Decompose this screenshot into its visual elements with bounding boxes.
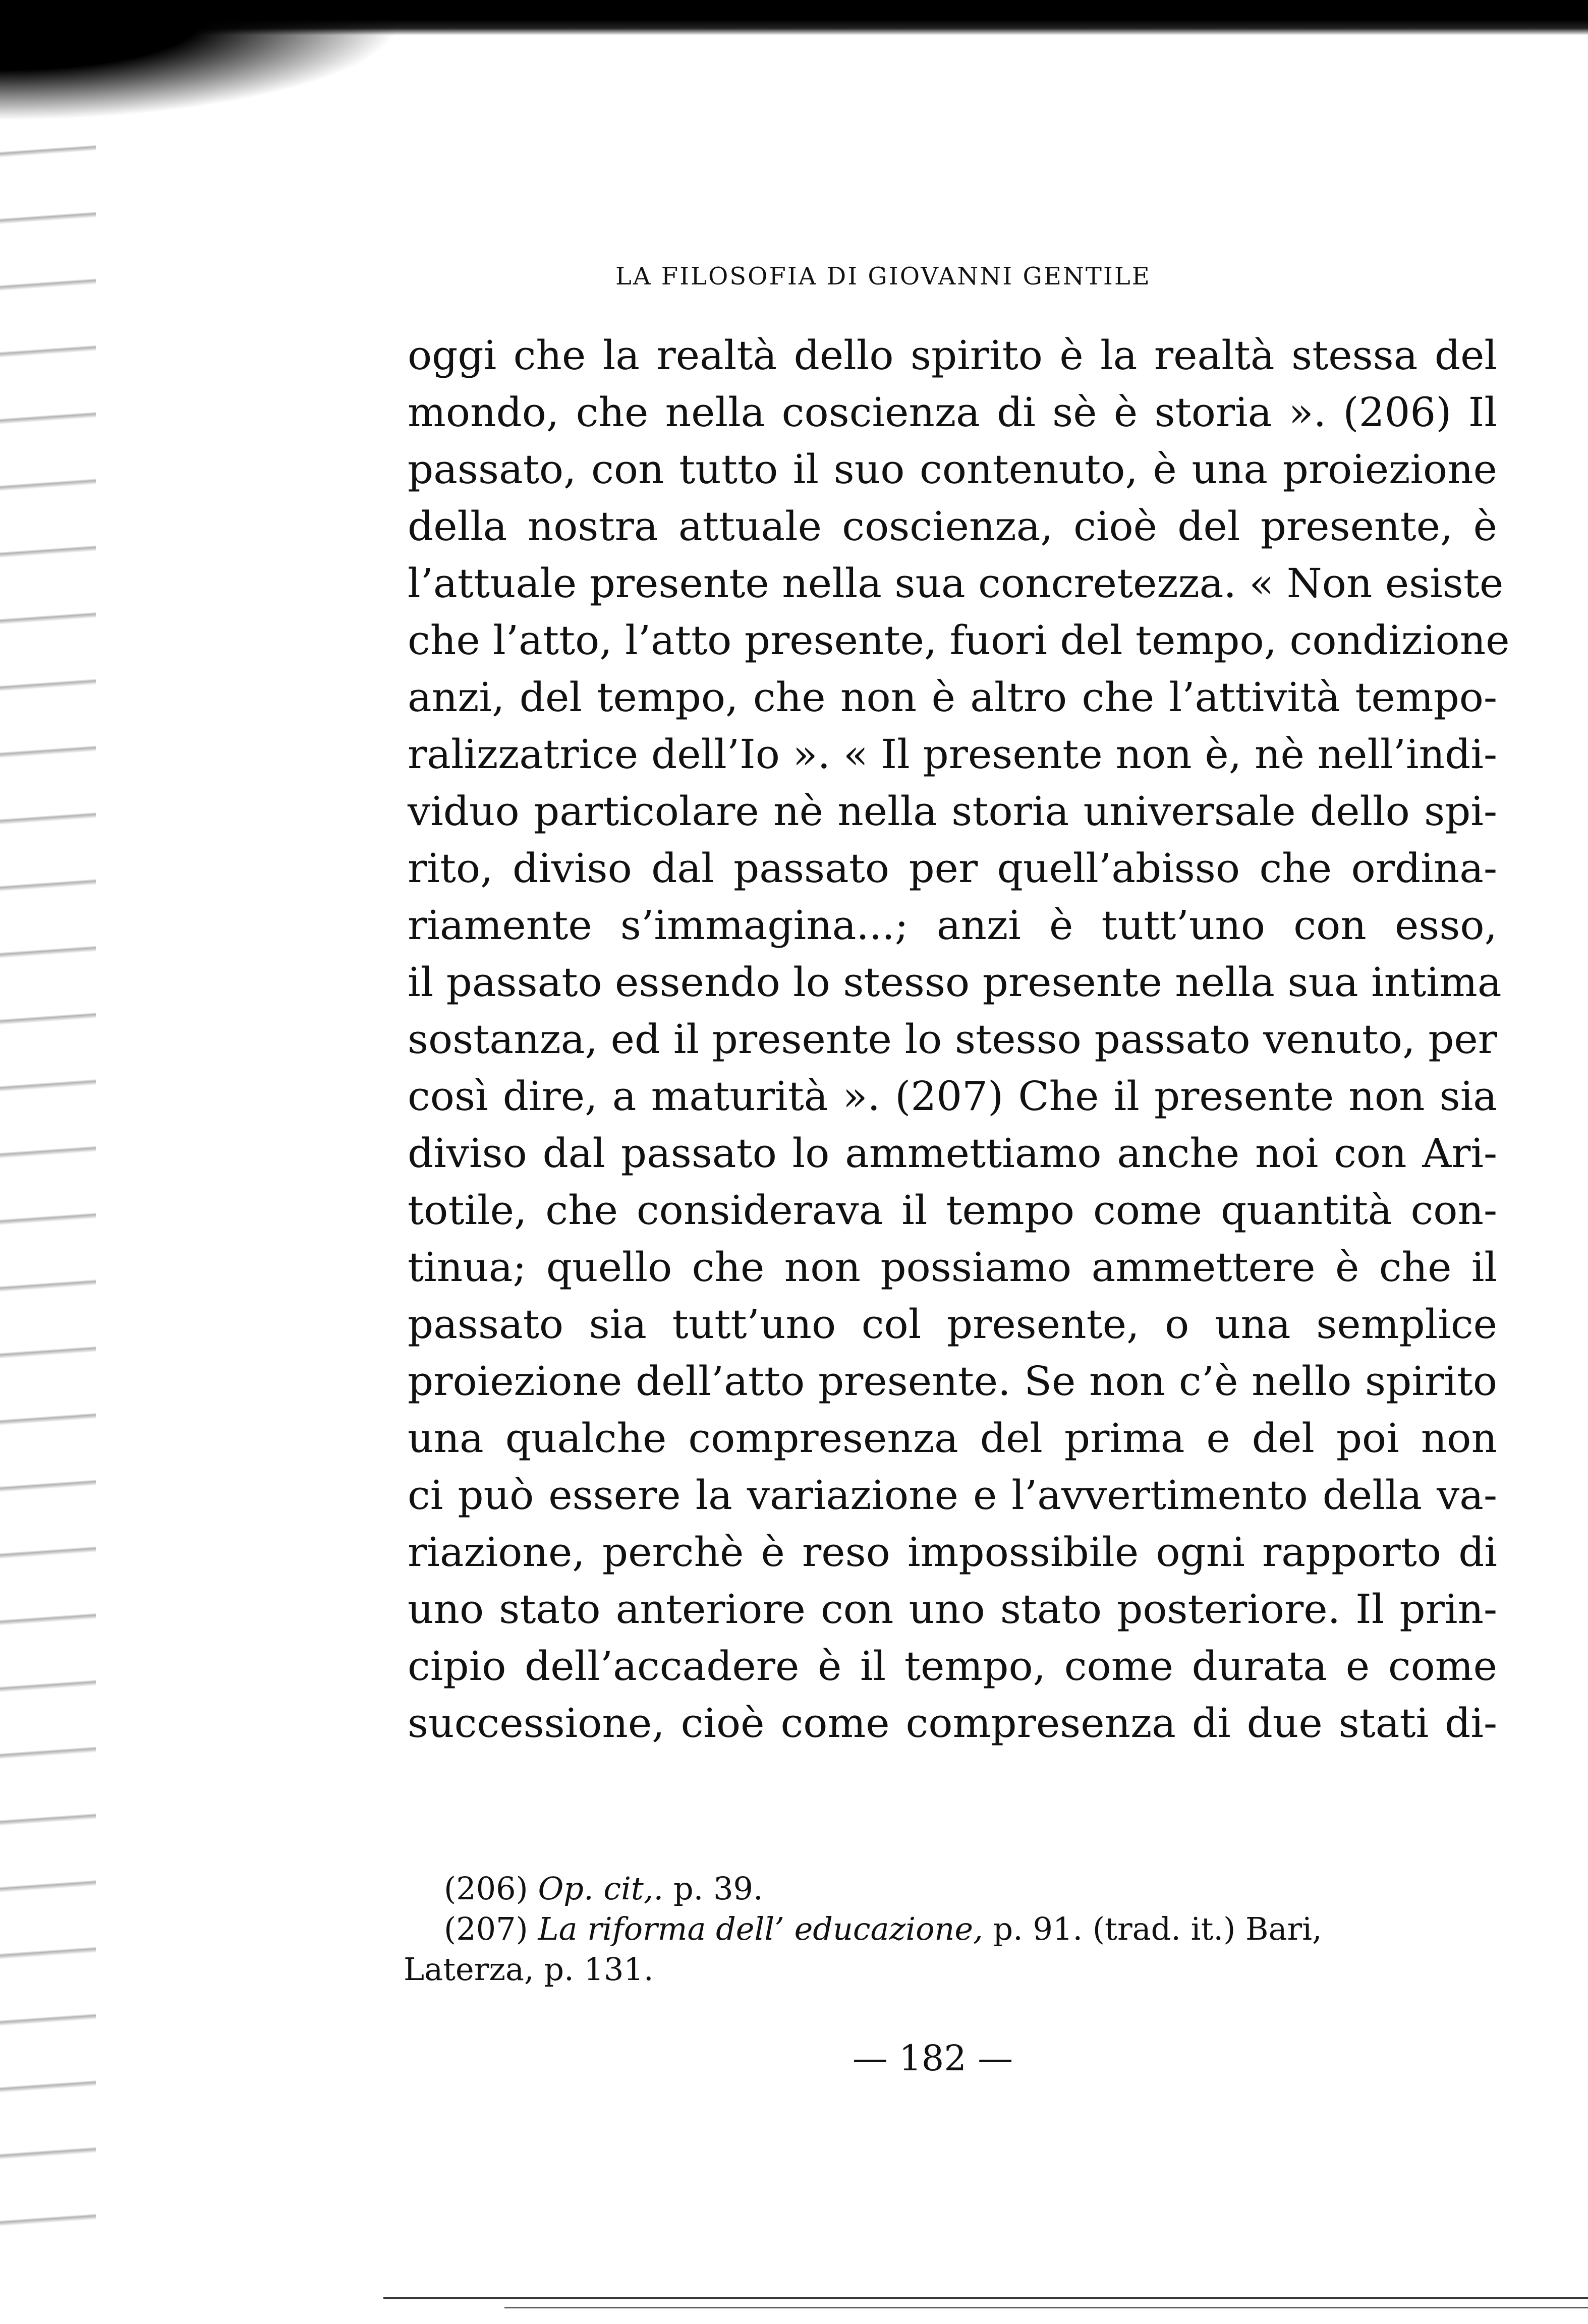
body-text — [408, 327, 1510, 1752]
text-line: anzi, del tempo, che non è altro che l’attività tempo- — [408, 674, 1497, 721]
text-line: mondo, che nella coscienza di sè è storia ». (206) Il — [408, 389, 1497, 436]
text-line: rito, diviso dal passato per quell’abisso che ordina- — [408, 845, 1497, 892]
text-line: passato sia tutt’uno col presente, o una semplice — [408, 1301, 1497, 1348]
text-line: totile, che considerava il tempo come quantità con- — [408, 1187, 1497, 1234]
footnote-title: La riforma dell’ educazione, — [538, 1910, 983, 1947]
footnote-number: (206) — [444, 1870, 528, 1907]
text-line: così dire, a maturità ». (207) Che il presente non sia — [408, 1073, 1497, 1120]
scan-top-shadow — [0, 0, 1588, 35]
text-line: il passato essendo lo stesso presente nella sua intima — [408, 959, 1502, 1006]
text-line: ralizzatrice dell’Io ». « Il presente non è, nè nell’indi- — [408, 731, 1497, 778]
footnotes — [404, 1869, 1498, 1990]
text-line: sostanza, ed il presente lo stesso passato venuto, per — [408, 1016, 1497, 1063]
scan-bottom-line — [383, 2297, 1588, 2299]
scan-left-edge — [0, 91, 96, 2259]
footnote-text: p. 91. (trad. it.) Bari, — [993, 1910, 1322, 1947]
footnote-207-continuation: Laterza, p. 131. — [404, 1951, 654, 1988]
text-line: proiezione dell’atto presente. Se non c’è nello spirito — [408, 1358, 1497, 1405]
scan-bottom-line — [504, 2307, 1588, 2308]
text-line: oggi che la realtà dello spirito è la realtà stessa del — [408, 332, 1497, 379]
text-line: che l’atto, l’atto presente, fuori del tempo, condizione — [408, 617, 1510, 664]
footnote-number: (207) — [444, 1910, 528, 1947]
footnote-title: Op. cit,. — [538, 1870, 664, 1907]
footnote-207 — [404, 1909, 1498, 1949]
text-line: diviso dal passato lo ammettiamo anche noi con Ari- — [408, 1130, 1497, 1177]
text-line: successione, cioè come compresenza di due stati di- — [408, 1700, 1497, 1747]
text-line: cipio dell’accadere è il tempo, come durata e come — [408, 1643, 1497, 1690]
text-line: ci può essere la variazione e l’avvertimento della va- — [408, 1472, 1497, 1519]
text-line: passato, con tutto il suo contenuto, è una proiezione — [408, 446, 1497, 493]
text-line: della nostra attuale coscienza, cioè del presente, è — [408, 503, 1497, 550]
footnote-206 — [404, 1869, 1498, 1909]
text-line: riazione, perchè è reso impossibile ogni rapporto di — [408, 1529, 1497, 1576]
running-head: LA FILOSOFIA DI GIOVANNI GENTILE — [615, 262, 1151, 290]
text-line: tinua; quello che non possiamo ammettere è che il — [408, 1244, 1497, 1291]
text-line: l’attuale presente nella sua concretezza. « Non esiste — [408, 560, 1504, 607]
text-line: uno stato anteriore con uno stato posteriore. Il prin- — [408, 1586, 1497, 1633]
text-line: una qualche compresenza del prima e del poi non — [408, 1415, 1497, 1462]
footnote-text: p. 39. — [673, 1870, 763, 1907]
text-line: riamente s’immagina...; anzi è tutt’uno con esso, — [408, 902, 1497, 949]
text-line: viduo particolare nè nella storia universale dello spi- — [408, 788, 1497, 835]
page-number: — 182 — — [853, 2038, 1013, 2079]
